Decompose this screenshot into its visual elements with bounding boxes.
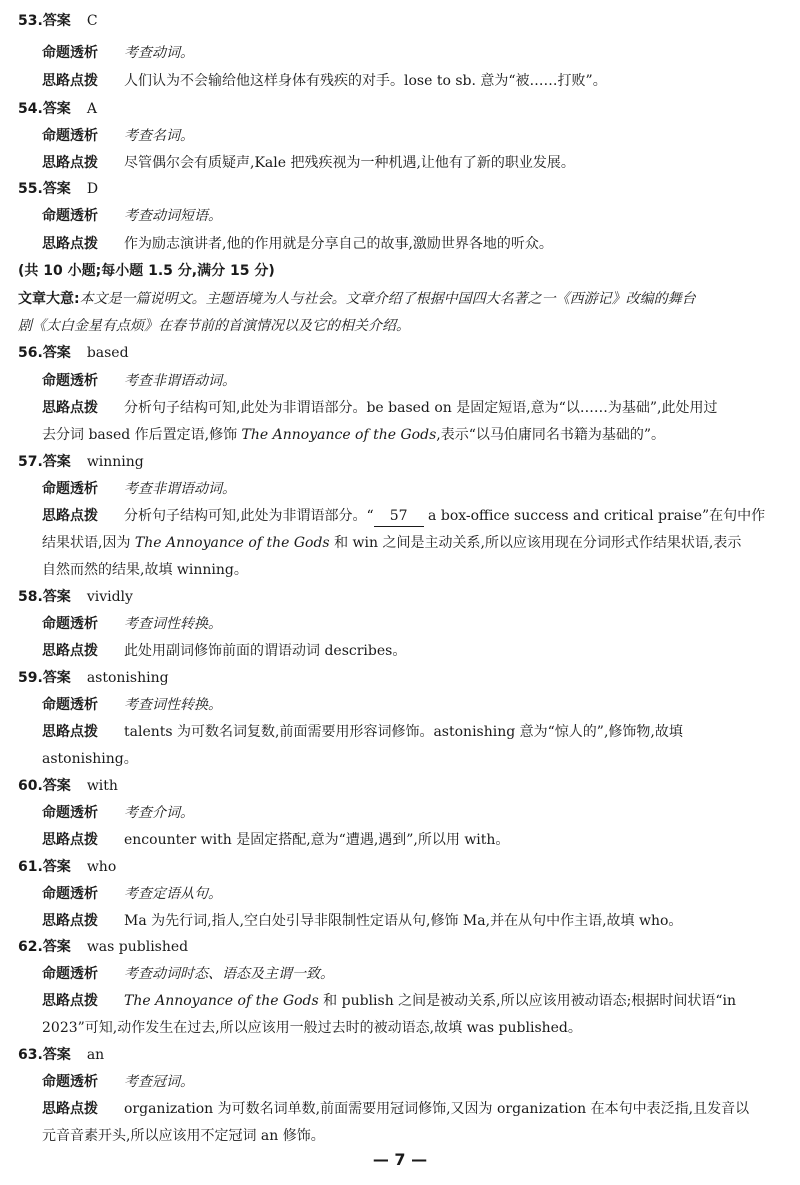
question-number: 60. xyxy=(18,778,43,794)
summary-label: 文章大意: xyxy=(18,291,80,307)
hint-label: 思路点拨 xyxy=(42,73,98,89)
answer-value: who xyxy=(86,859,117,875)
analysis-text: 考查词性转换。 xyxy=(124,616,222,632)
hint-label: 思路点拨 xyxy=(42,724,98,740)
question-60-hint xyxy=(42,827,800,853)
question-56-hint-cont xyxy=(42,422,800,448)
question-57-hint-cont-2 xyxy=(42,557,800,583)
question-56-analysis xyxy=(42,368,800,394)
analysis-label: 命题透析 xyxy=(42,45,98,61)
hint-label: 思路点拨 xyxy=(42,236,98,252)
blank-57: 57 xyxy=(374,506,424,527)
answer-label: 答案 xyxy=(42,345,71,361)
hint-text: astonishing。 xyxy=(42,751,138,767)
question-57-hint xyxy=(42,503,800,529)
hint-text: 和 publish 之间是被动关系,所以应该用被动语态;根据时间状语“in xyxy=(318,993,736,1009)
answer-label: 答案 xyxy=(42,859,71,875)
question-number: 58. xyxy=(18,589,43,605)
hint-text: 元音音素开头,所以应该用不定冠词 an 修饰。 xyxy=(42,1128,325,1144)
question-56-hint xyxy=(42,395,800,421)
answer-label: 答案 xyxy=(42,454,71,470)
question-62-hint-cont xyxy=(42,1015,800,1041)
hint-text: 尽管偶尔会有质疑声,Kale 把残疾视为一种机遇,让他有了新的职业发展。 xyxy=(124,155,575,171)
hint-text: 结果状语,因为 xyxy=(42,535,135,551)
answer-value: winning xyxy=(86,454,144,470)
question-59-hint-cont xyxy=(42,746,800,772)
question-58-header xyxy=(18,584,800,610)
analysis-label: 命题透析 xyxy=(42,481,98,497)
hint-text: 2023”可知,动作发生在过去,所以应该用一般过去时的被动语态,故填 was published。 xyxy=(42,1020,582,1036)
analysis-text: 考查定语从句。 xyxy=(124,886,222,902)
question-number: 57. xyxy=(18,454,43,470)
analysis-label: 命题透析 xyxy=(42,966,98,982)
analysis-label: 命题透析 xyxy=(42,697,98,713)
question-58-hint xyxy=(42,638,800,664)
question-58-analysis xyxy=(42,611,800,637)
hint-label: 思路点拨 xyxy=(42,400,98,416)
book-title: The Annoyance of the Gods xyxy=(241,427,437,443)
answer-value: astonishing xyxy=(86,670,169,686)
analysis-text: 考查非谓语动词。 xyxy=(124,373,236,389)
question-62-analysis xyxy=(42,961,800,987)
analysis-text: 考查非谓语动词。 xyxy=(124,481,236,497)
answer-label: 答案 xyxy=(42,181,71,197)
question-number: 53. xyxy=(18,13,43,29)
hint-label: 思路点拨 xyxy=(42,832,98,848)
question-56-header xyxy=(18,340,800,366)
hint-text: 自然而然的结果,故填 winning。 xyxy=(42,562,248,578)
question-59-hint xyxy=(42,719,800,745)
analysis-label: 命题透析 xyxy=(42,128,98,144)
analysis-text: 考查动词短语。 xyxy=(124,208,222,224)
answer-label: 答案 xyxy=(42,13,71,29)
answer-value: D xyxy=(86,181,99,197)
answer-value: an xyxy=(86,1047,105,1063)
book-title: The Annoyance of the Gods xyxy=(124,993,319,1009)
question-54-header xyxy=(18,96,800,122)
answer-label: 答案 xyxy=(42,670,71,686)
page-number: — 7 — xyxy=(372,1150,428,1169)
hint-text: a box-office success and critical praise”在句中作 xyxy=(423,508,766,524)
answer-label: 答案 xyxy=(42,1047,71,1063)
hint-text: 人们认为不会输给他这样身体有残疾的对手。lose to sb. 意为“被……打败”。 xyxy=(124,73,607,89)
question-number: 63. xyxy=(18,1047,43,1063)
question-number: 59. xyxy=(18,670,43,686)
question-61-analysis xyxy=(42,881,800,907)
hint-label: 思路点拨 xyxy=(42,993,98,1009)
hint-text: 分析句子结构可知,此处为非谓语部分。“ xyxy=(124,508,374,524)
analysis-text: 考查动词时态、语态及主谓一致。 xyxy=(124,966,334,982)
hint-text: encounter with 是固定搭配,意为“遭遇,遇到”,所以用 with。 xyxy=(124,832,510,848)
hint-text: 作为励志演讲者,他的作用就是分享自己的故事,激励世界各地的听众。 xyxy=(124,236,553,252)
question-55-hint xyxy=(42,231,800,257)
section-header: (共 10 小题;每小题 1.5 分,满分 15 分) xyxy=(18,263,275,279)
analysis-label: 命题透析 xyxy=(42,805,98,821)
summary-line-1 xyxy=(18,286,800,312)
analysis-text: 考查冠词。 xyxy=(124,1074,194,1090)
hint-text: 分析句子结构可知,此处为非谓语部分。be based on 是固定短语,意为“以……为基础”,此处用过 xyxy=(124,400,718,416)
question-53-analysis xyxy=(42,40,800,66)
question-57-analysis xyxy=(42,476,800,502)
answer-value: was published xyxy=(86,939,189,955)
answer-label: 答案 xyxy=(42,589,71,605)
question-number: 54. xyxy=(18,101,43,117)
hint-text: ,表示“以马伯庸同名书籍为基础的”。 xyxy=(436,427,666,443)
analysis-label: 命题透析 xyxy=(42,373,98,389)
question-57-hint-cont xyxy=(42,530,800,556)
hint-label: 思路点拨 xyxy=(42,643,98,659)
analysis-label: 命题透析 xyxy=(42,886,98,902)
question-63-analysis xyxy=(42,1069,800,1095)
question-60-header xyxy=(18,773,800,799)
question-number: 55. xyxy=(18,181,43,197)
question-63-hint xyxy=(42,1096,800,1122)
question-62-hint xyxy=(42,988,800,1014)
hint-label: 思路点拨 xyxy=(42,155,98,171)
analysis-text: 考查介词。 xyxy=(124,805,194,821)
summary-text: 剧《太白金星有点烦》在春节前的首演情况以及它的相关介绍。 xyxy=(18,318,410,334)
question-number: 56. xyxy=(18,345,43,361)
question-55-header xyxy=(18,176,800,202)
answer-value: based xyxy=(86,345,129,361)
hint-label: 思路点拨 xyxy=(42,913,98,929)
question-60-analysis xyxy=(42,800,800,826)
answer-value: C xyxy=(86,13,98,29)
question-54-hint xyxy=(42,150,800,176)
answer-label: 答案 xyxy=(42,778,71,794)
analysis-text: 考查动词。 xyxy=(124,45,194,61)
question-57-header xyxy=(18,449,800,475)
hint-text: organization 为可数名词单数,前面需要用冠词修饰,又因为 organization 在本句中表泛指,且发音以 xyxy=(124,1101,750,1117)
question-53-header xyxy=(18,8,800,34)
summary-line-2 xyxy=(18,313,800,339)
hint-label: 思路点拨 xyxy=(42,1101,98,1117)
analysis-text: 考查词性转换。 xyxy=(124,697,222,713)
question-59-analysis xyxy=(42,692,800,718)
analysis-label: 命题透析 xyxy=(42,208,98,224)
hint-text: talents 为可数名词复数,前面需要用形容词修饰。astonishing 意为“惊人的”,修饰物,故填 xyxy=(124,724,683,740)
summary-text: 本文是一篇说明文。主题语境为人与社会。文章介绍了根据中国四大名著之一《西游记》改编的舞台 xyxy=(79,291,696,307)
question-61-header xyxy=(18,854,800,880)
hint-label: 思路点拨 xyxy=(42,508,98,524)
question-63-header xyxy=(18,1042,800,1068)
answer-label: 答案 xyxy=(42,939,71,955)
hint-text: 此处用副词修饰前面的谓语动词 describes。 xyxy=(124,643,407,659)
question-number: 62. xyxy=(18,939,43,955)
analysis-label: 命题透析 xyxy=(42,616,98,632)
hint-text: 和 win 之间是主动关系,所以应该用现在分词形式作结果状语,表示 xyxy=(329,535,742,551)
answer-label: 答案 xyxy=(42,101,71,117)
hint-text: 去分词 based 作后置定语,修饰 xyxy=(42,427,242,443)
question-number: 61. xyxy=(18,859,43,875)
answer-value: with xyxy=(86,778,118,794)
answer-value: A xyxy=(86,101,97,117)
question-55-analysis xyxy=(42,203,800,229)
question-61-hint xyxy=(42,908,800,934)
question-53-hint xyxy=(42,68,800,94)
question-62-header xyxy=(18,934,800,960)
hint-text: Ma 为先行词,指人,空白处引导非限制性定语从句,修饰 Ma,并在从句中作主语,故填 who。 xyxy=(124,913,683,929)
question-54-analysis xyxy=(42,123,800,149)
book-title: The Annoyance of the Gods xyxy=(134,535,330,551)
question-63-hint-cont xyxy=(42,1123,800,1149)
analysis-text: 考查名词。 xyxy=(124,128,194,144)
analysis-label: 命题透析 xyxy=(42,1074,98,1090)
answer-value: vividly xyxy=(86,589,133,605)
question-59-header xyxy=(18,665,800,691)
